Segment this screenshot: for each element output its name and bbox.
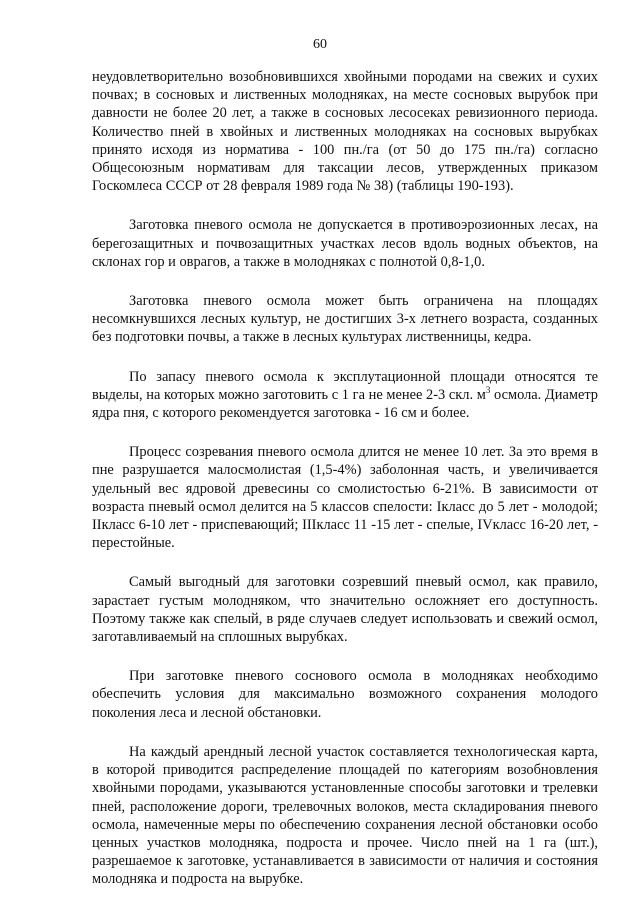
page-number: 60 — [313, 37, 327, 52]
paragraph-limitations: Заготовка пневого осмола может быть ограничена на площадях несомкнувшихся лесных культур, не достигших 3-х летнего возраста, созданных без подготовки почвы, а также в лесных культурах лиственницы, кедра. — [92, 293, 598, 346]
paragraph-continued: неудовлетворительно возобновившихся хвойными породами на свежих и сухих почвах; в сосновых и лиственных молодняках, на месте сосновых вырубок при давности не более 20 лет, а также в сосновых лесосеках ревизионного периода. Количество пней в хвойных и лиственных молодняках на сосновых вырубках принято исходя из норматива - 100 пн./га (от 50 до 175 пн./га) согласно Общесоюзным нормативам для таксации лесов, утвержденных приказом Госкомлеса СССР от 28 февраля 1989 года № 38) (таблицы 190-193). — [92, 69, 598, 195]
paragraph-young-growth: При заготовке пневого соснового осмола в молодняках необходимо обеспечить условия для максимально возможного сохранения молодого поколения леса и лесной обстановки. — [92, 668, 598, 721]
paragraph-maturation: Процесс созревания пневого осмола длится не менее 10 лет. За это время в пне разрушается малосмолистая (1,5-4%) заболонная часть, и увеличивается удельный вес ядровой древесины со смолистостью 6-21%. В зависимости от возраста пневый осмол делится на 5 классов спелости: Iкласс до 5 лет - молодой; IIкласс 6-10 лет - приспевающий; IIIкласс 11 -15 лет - спелые, IVкласс 16-20 лет, - перестойные. — [92, 444, 598, 552]
paragraph-stock-text-a: По запасу пневого осмола к эксплутационной площади относятся те выделы, на которых можно заготовить с 1 га не менее 2-3 скл. м — [92, 368, 598, 403]
paragraph-fresh-resin: Самый выгодный для заготовки созревший пневый осмол, как правило, зарастает густым молодняком, что значительно осложняет его доступность. Поэтому также как спелый, в ряде случаев следует использовать и свежий осмол, заготавливаемый на сплошных вырубках. — [92, 574, 598, 646]
paragraph-restrictions: Заготовка пневого осмола не допускается в противоэрозионных лесах, на берегозащитных и почвозащитных участках лесов вдоль водных объектов, на склонах гор и оврагов, а также в молодняках с полнотой 0,8-1,0. — [92, 217, 598, 270]
paragraph-stock-text-b: осмола. Диаметр ядра пня, с которого рекомендуется заготовка - 16 см и более. — [92, 386, 598, 422]
page-body — [92, 68, 598, 910]
cubic-superscript: 3 — [485, 385, 491, 396]
paragraph-tech-map: На каждый арендный лесной участок составляется технологическая карта, в которой приводится распределение площадей по категориям возобновления хвойными породами, указываются установленные способы заготовки и трелевки пней, расположение дороги, трелевочных волоков, места складирования пневого осмола, намеченные меры по обеспечению сохранения лесной обстановки особо ценных участков молодняка, подроста и прочее. Число пней на 1 га (шт.), разрешаемое к заготовке, устанавливается в зависимости от наличия и состояния молодняка и подроста на вырубке. — [92, 743, 598, 888]
paragraph-stock — [92, 368, 598, 423]
